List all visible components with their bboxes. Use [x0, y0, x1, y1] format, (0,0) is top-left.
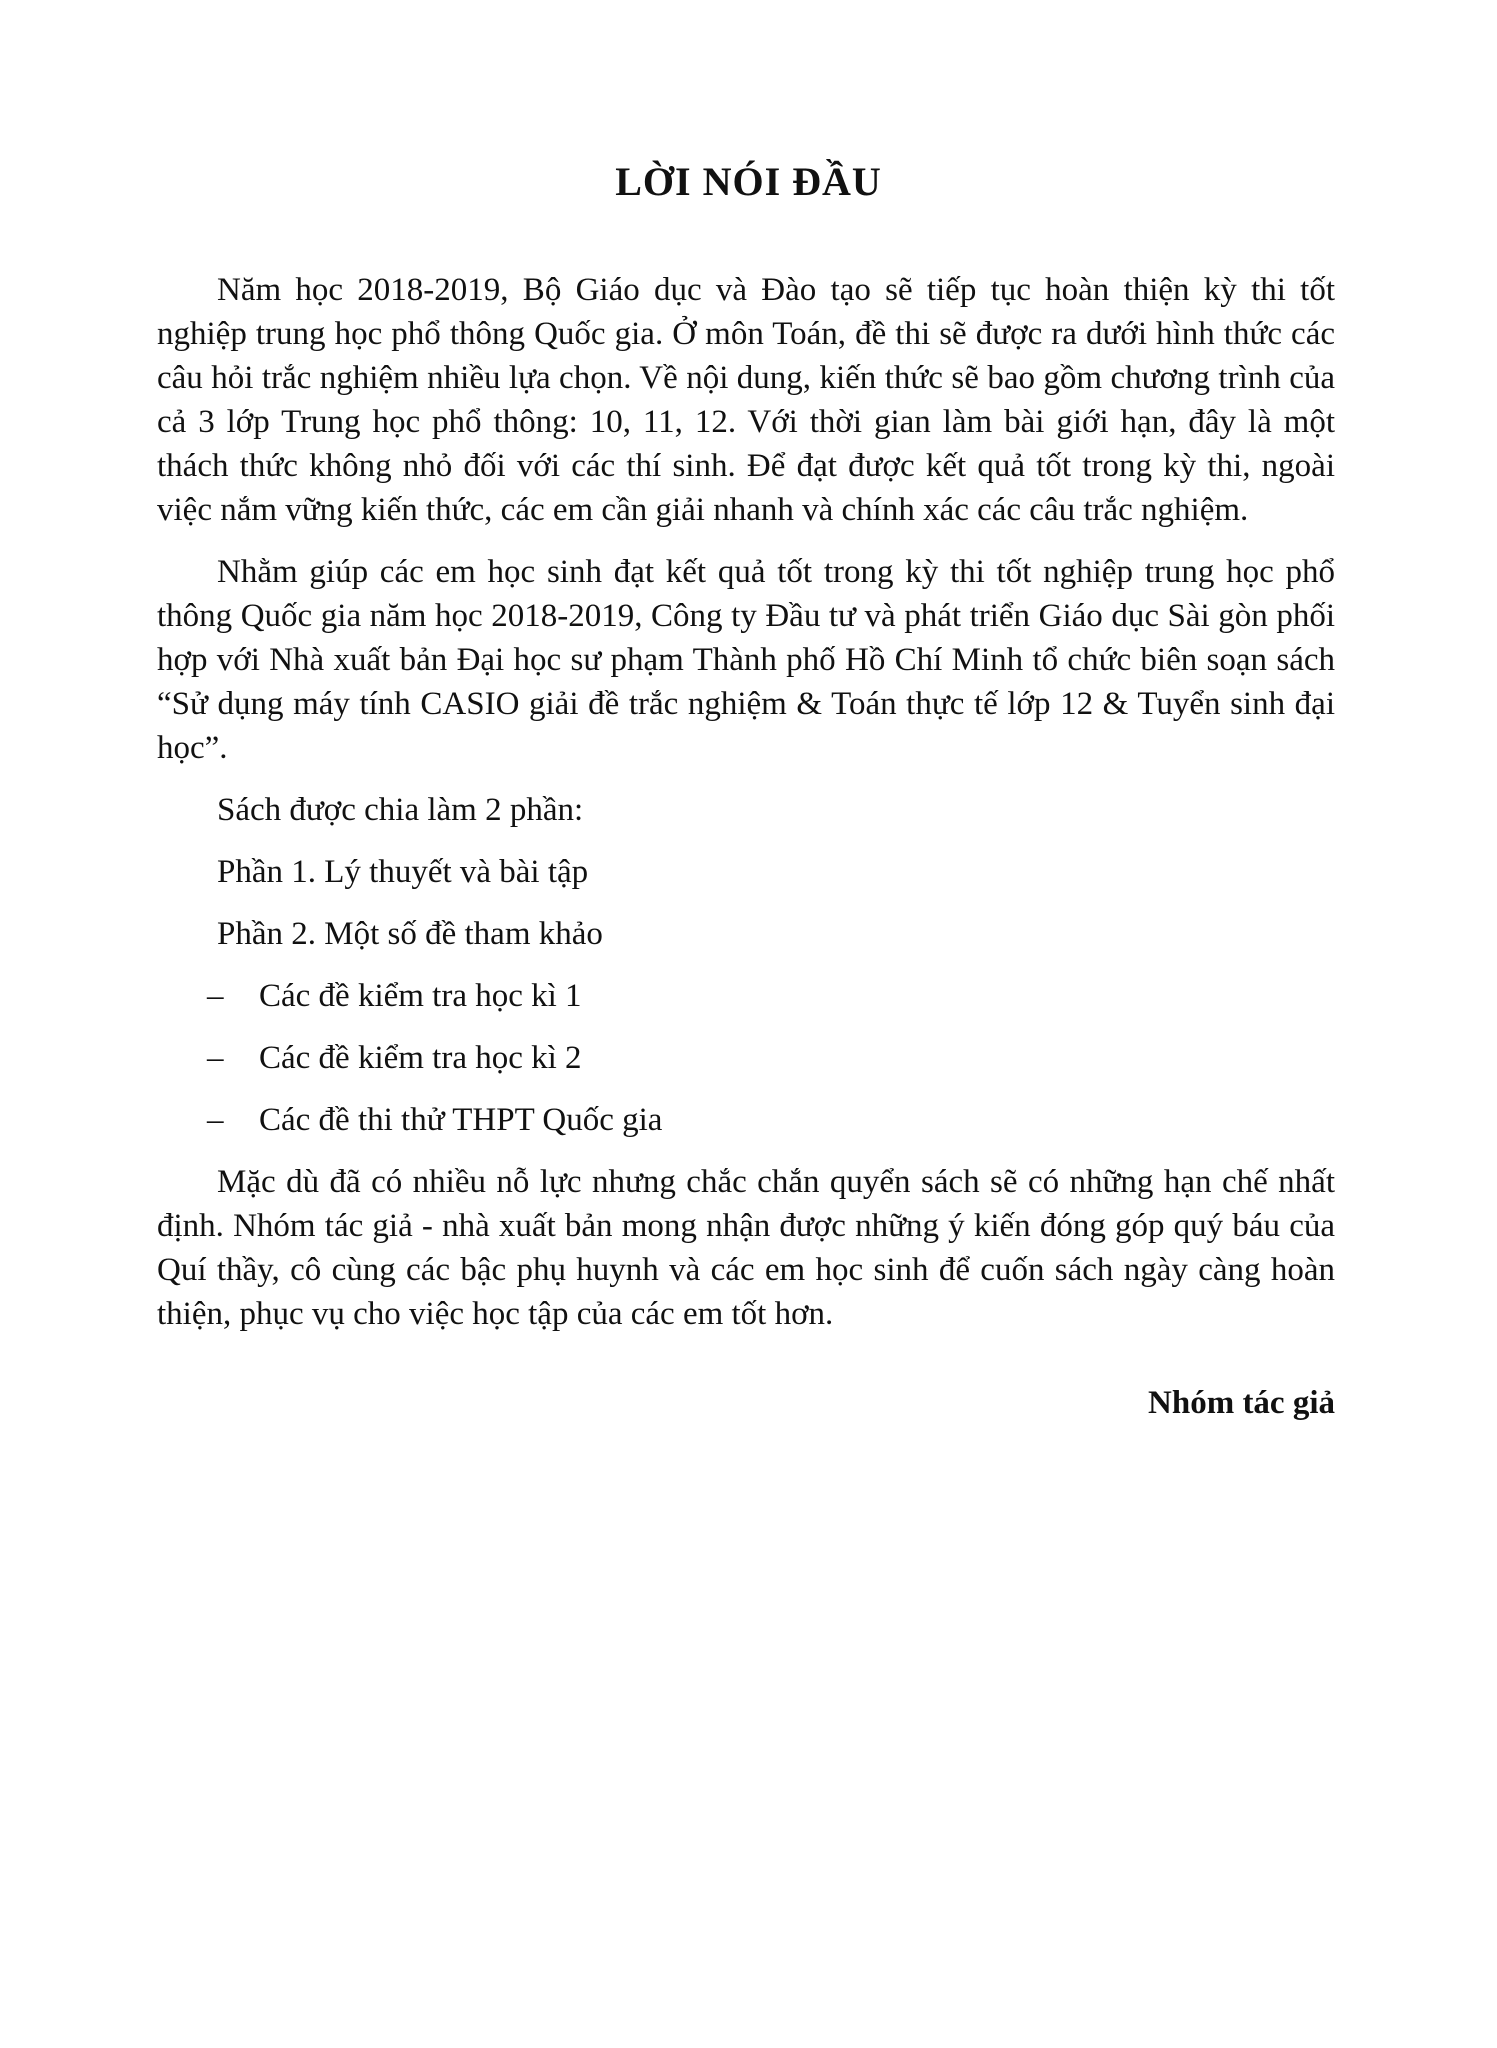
- page-title: LỜI NÓI ĐẦU: [615, 159, 882, 204]
- sub-item: [157, 1098, 1335, 1142]
- intro-paragraph: Năm học 2018-2019, Bộ Giáo dục và Đào tạo sẽ tiếp tục hoàn thiện kỳ thi tốt nghiệp trung học phổ thông Quốc gia. Ở môn Toán, đề thi sẽ được ra dưới hình thức các câu hỏi trắc nghiệm nhiều lựa chọn. Về nội dung, kiến thức sẽ bao gồm chương trình của cả 3 lớp Trung học phổ thông: 10, 11, 12. Với thời gian làm bài giới hạn, đây là một thách thức không nhỏ đối với các thí sinh. Để đạt được kết quả tốt trong kỳ thi, ngoài việc nắm vững kiến thức, các em cần giải nhanh và chính xác các câu trắc nghiệm.: [157, 272, 1335, 528]
- preface-body: [157, 268, 1335, 1354]
- part-1: Phần 1. Lý thuyết và bài tập: [217, 854, 589, 890]
- dash-bullet: –: [207, 1102, 224, 1138]
- part-2: Phần 2. Một số đề tham khảo: [217, 916, 603, 952]
- dash-bullet: –: [207, 1040, 224, 1076]
- sub-item: [157, 1036, 1335, 1080]
- sub-item-text: Các đề kiểm tra học kì 2: [259, 1040, 582, 1076]
- purpose-paragraph: Nhằm giúp các em học sinh đạt kết quả tốt trong kỳ thi tốt nghiệp trung học phổ thông Quốc gia năm học 2018-2019, Công ty Đầu tư và phát triển Giáo dục Sài gòn phối hợp với Nhà xuất bản Đại học sư phạm Thành phố Hồ Chí Minh tổ chức biên soạn sách “Sử dụng máy tính CASIO giải đề trắc nghiệm & Toán thực tế lớp 12 & Tuyển sinh đại học”.: [157, 554, 1335, 766]
- dash-bullet: –: [207, 978, 224, 1014]
- sub-item: [157, 974, 1335, 1018]
- closing-paragraph: Mặc dù đã có nhiều nỗ lực nhưng chắc chắn quyển sách sẽ có những hạn chế nhất định. Nhóm tác giả - nhà xuất bản mong nhận được những ý kiến đóng góp quý báu của Quí thầy, cô cùng các bậc phụ huynh và các em học sinh để cuốn sách ngày càng hoàn thiện, phục vụ cho việc học tập của các em tốt hơn.: [157, 1164, 1335, 1332]
- author-signature: Nhóm tác giả: [1148, 1385, 1335, 1421]
- sub-item-text: Các đề thi thử THPT Quốc gia: [259, 1102, 663, 1138]
- structure-intro: Sách được chia làm 2 phần:: [217, 792, 584, 828]
- sub-item-text: Các đề kiểm tra học kì 1: [259, 978, 582, 1014]
